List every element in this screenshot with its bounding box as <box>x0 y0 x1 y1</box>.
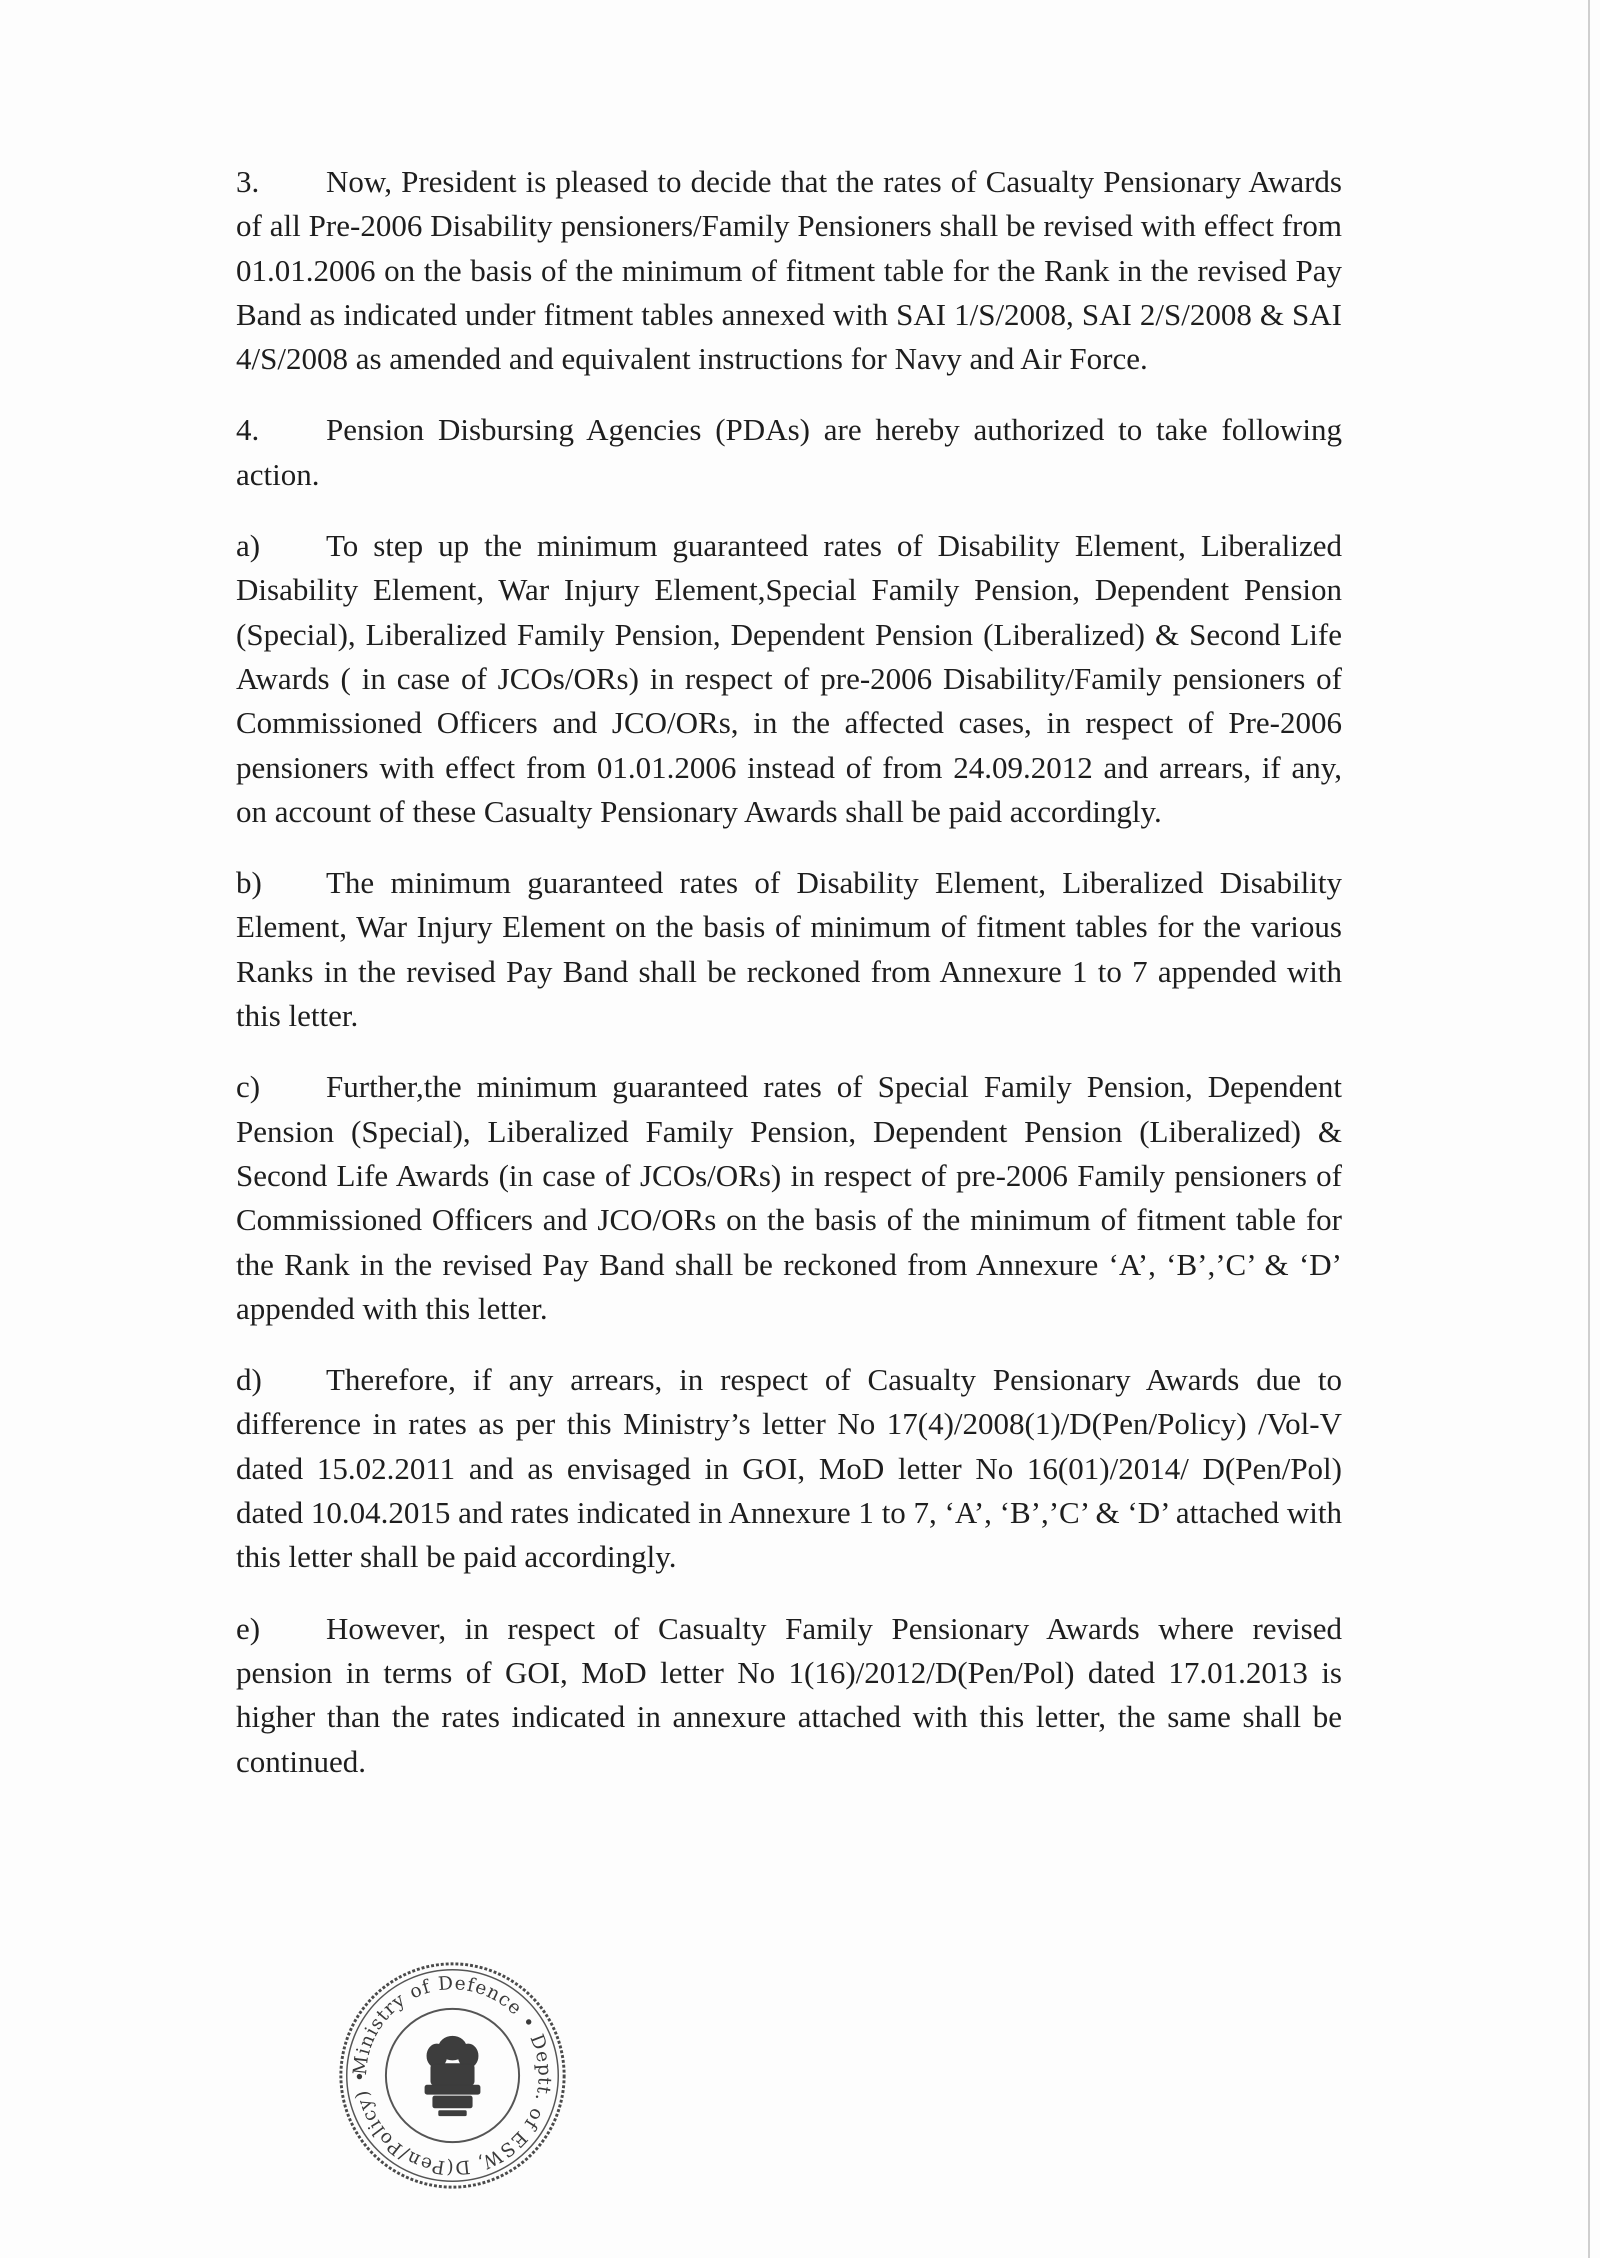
paragraph-3 <box>236 160 1342 381</box>
paragraph-number: 4. <box>236 412 260 448</box>
paragraph-c <box>236 1065 1342 1331</box>
paragraph-d <box>236 1358 1342 1579</box>
paragraph-b <box>236 861 1342 1038</box>
paragraph-text: Now, President is pleased to decide that the rates of Casualty Pensionary Awards of all Pre-2006 Disability pensioners/Family Pensioners shall be revised with effect from 01.01.2006 on the basis of the minimum of fitment table for the Rank in the revised Pay Band as indicated under fitment tables annexed with SAI 1/S/2008, SAI 2/S/2008 & SAI 4/S/2008 as amended and equivalent instructions for Navy and Air Force. <box>236 164 1342 377</box>
paragraph-number: 3. <box>236 164 260 199</box>
paragraph-number: c) <box>236 1069 261 1105</box>
emblem-icon <box>425 2036 480 2115</box>
scan-edge-line <box>1588 0 1590 2258</box>
paragraph-text: To step up the minimum guaranteed rates of Disability Element, Liberalized Disability Element, War Injury Element,Special Family Pension, Dependent Pension (Special), Liberalized Family Pension, Dependent Pension (Liberalized) & Second Life Awards ( in case of JCOs/ORs) in respect of pre-2006 Disability/Family pensioners of Commissioned Officers and JCO/ORs, in the affected cases, in respect of Pre-2006 pensioners with effect from 01.01.2006 instead of from 24.09.2012 and arrears, if any, on account of these Casualty Pensionary Awards shall be paid accordingly. <box>236 528 1342 829</box>
paragraph-a <box>236 524 1342 834</box>
paragraph-text: The minimum guaranteed rates of Disability Element, Liberalized Disability Element, War Injury Element on the basis of minimum of fitment tables for the various Ranks in the revised Pay Band shall be reckoned from Annexure 1 to 7 appended with this letter. <box>236 865 1342 1034</box>
paragraph-number: a) <box>236 528 261 564</box>
seal-outer-text: Ministry of Defence • Deptt. of ESW, D(Pen/Policy) • <box>349 1973 555 2178</box>
paragraph-number: b) <box>236 865 262 901</box>
paragraph-number: d) <box>236 1362 262 1398</box>
official-seal-icon <box>335 1958 570 2193</box>
paragraph-text: However, in respect of Casualty Family Pensionary Awards where revised pension in terms of GOI, MoD letter No 1(16)/2012/D(Pen/Pol) dated 17.01.2013 is higher than the rates indicated in annexure attached with this letter, the same shall be continued. <box>236 1610 1342 1779</box>
paragraph-text: Therefore, if any arrears, in respect of Casualty Pensionary Awards due to difference in rates as per this Ministry’s letter No 17(4)/2008(1)/D(Pen/Policy) /Vol-V dated 15.02.2011 and as envisaged in GOI, MoD letter No 16(01)/2014/ D(Pen/Pol) dated 10.04.2015 and rates indicated in Annexure 1 to 7, ‘A’, ‘B’,’C’ & ‘D’ attached with this letter shall be paid accordingly. <box>236 1362 1342 1575</box>
paragraph-number: e) <box>236 1610 261 1646</box>
paragraph-4 <box>236 408 1342 497</box>
paragraph-text: Further,the minimum guaranteed rates of Special Family Pension, Dependent Pension (Special), Liberalized Family Pension, Dependent Pension (Liberalized) & Second Life Awards (in case of JCOs/ORs) in respect of pre-2006 Family pensioners of Commissioned Officers and JCO/ORs on the basis of the minimum of fitment table for the Rank in the revised Pay Band shall be reckoned from Annexure ‘A’, ‘B’,’C’ & ‘D’ appended with this letter. <box>236 1069 1342 1326</box>
paragraph-text: Pension Disbursing Agencies (PDAs) are hereby authorized to take following action. <box>236 412 1342 492</box>
document-body <box>236 160 1342 1811</box>
paragraph-e <box>236 1607 1342 1784</box>
